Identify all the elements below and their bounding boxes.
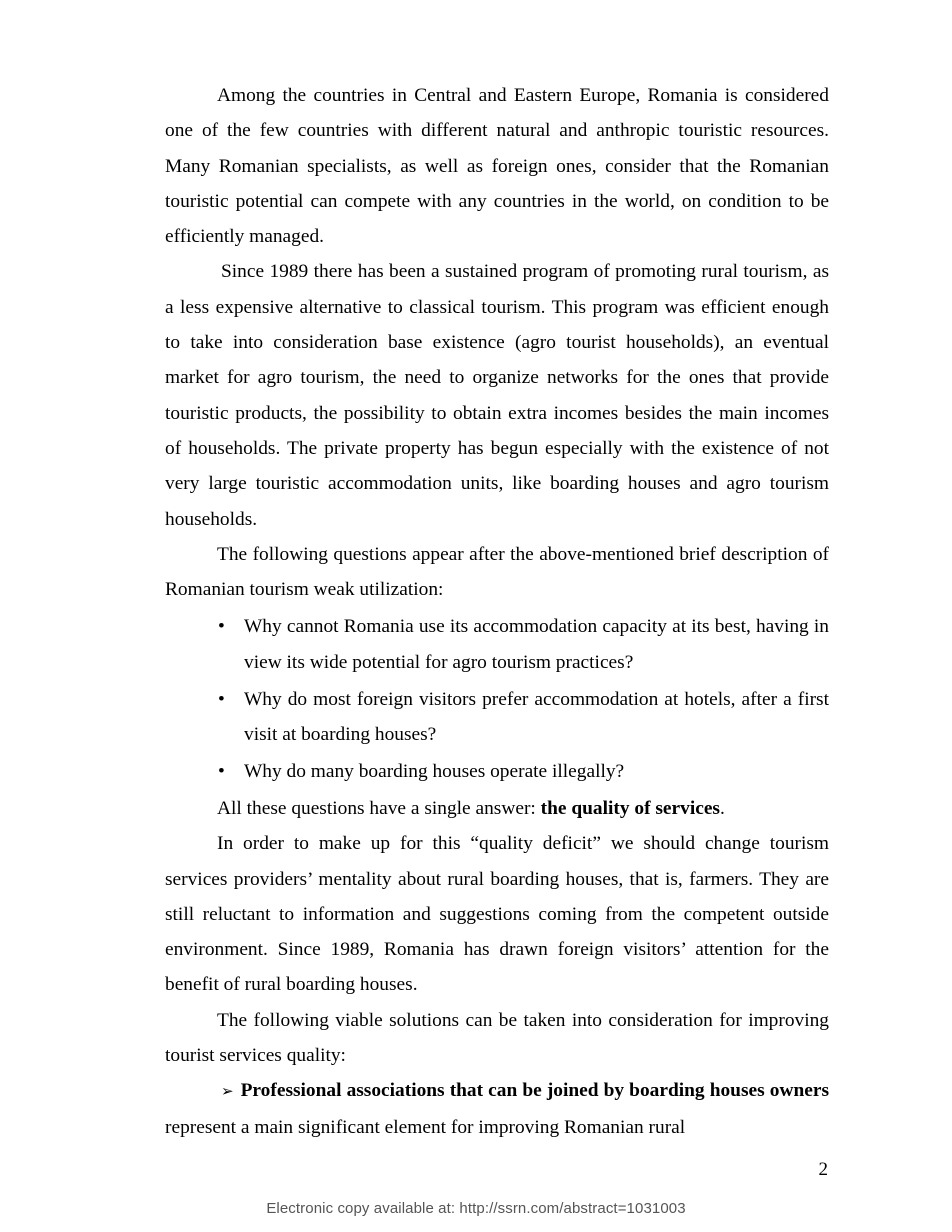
answer-emphasis: the quality of services bbox=[540, 797, 720, 819]
question-list bbox=[165, 609, 829, 788]
document-body bbox=[165, 78, 829, 1145]
list-item bbox=[165, 754, 829, 789]
bullet-icon: • bbox=[218, 616, 225, 638]
paragraph-single-answer bbox=[165, 791, 829, 826]
associations-emphasis: Professional associations that can be joined by boarding houses owners bbox=[240, 1080, 829, 1102]
paragraph-professional-associations bbox=[165, 1073, 829, 1145]
footer-electronic-copy: Electronic copy available at: http://ssrn.com/abstract=1031003 bbox=[266, 1200, 686, 1217]
answer-prefix: All these questions have a single answer: bbox=[217, 797, 541, 819]
list-item bbox=[165, 682, 829, 753]
paragraph-intro: Among the countries in Central and Eastern Europe, Romania is considered one of the few countries with different natural and anthropic touristic resources. Many Romanian specialists, as well as foreign ones, consider that the Romanian touristic potential can compete with any countries in the world, on condition to be efficiently managed. bbox=[165, 85, 829, 248]
associations-text: represent a main significant element for improving Romanian rural bbox=[165, 1116, 686, 1138]
paragraph-viable-solutions: The following viable solutions can be taken into consideration for improving tourist services quality: bbox=[165, 1009, 829, 1067]
list-item bbox=[165, 609, 829, 680]
list-item-text: Why do most foreign visitors prefer accommodation at hotels, after a first visit at boarding houses? bbox=[244, 688, 829, 745]
answer-suffix: . bbox=[719, 797, 725, 819]
paragraph-quality-deficit: In order to make up for this “quality deficit” we should change tourism services providers’ mentality about rural boarding houses, that is, farmers. They are still reluctant to information and suggestions coming from the competent outside environment. Since 1989, Romania has drawn foreign visitors’ attention for the benefit of rural boarding houses. bbox=[165, 833, 829, 996]
list-item-text: Why do many boarding houses operate illegally? bbox=[244, 760, 625, 782]
paragraph-rural-tourism-program: Since 1989 there has been a sustained program of promoting rural tourism, as a less expensive alternative to classical tourism. This program was efficient enough to take into consideration base existence (agro tourist households), an eventual market for agro tourism, the need to organize networks for the ones that provide touristic products, the possibility to obtain extra incomes besides the main incomes of households. The private property has begun especially with the existence of not very large touristic accommodation units, like boarding houses and agro tourism households. bbox=[165, 261, 829, 530]
bullet-icon: • bbox=[218, 688, 225, 710]
list-item-text: Why cannot Romania use its accommodation capacity at its best, having in view its wide potential for agro tourism practices? bbox=[244, 616, 829, 673]
bullet-icon: • bbox=[218, 760, 225, 782]
paragraph-questions-intro: The following questions appear after the above-mentioned brief description of Romanian tourism weak utilization: bbox=[165, 543, 829, 601]
page-number: 2 bbox=[818, 1159, 828, 1180]
arrow-bullet-icon: ➢ bbox=[221, 1082, 234, 1101]
